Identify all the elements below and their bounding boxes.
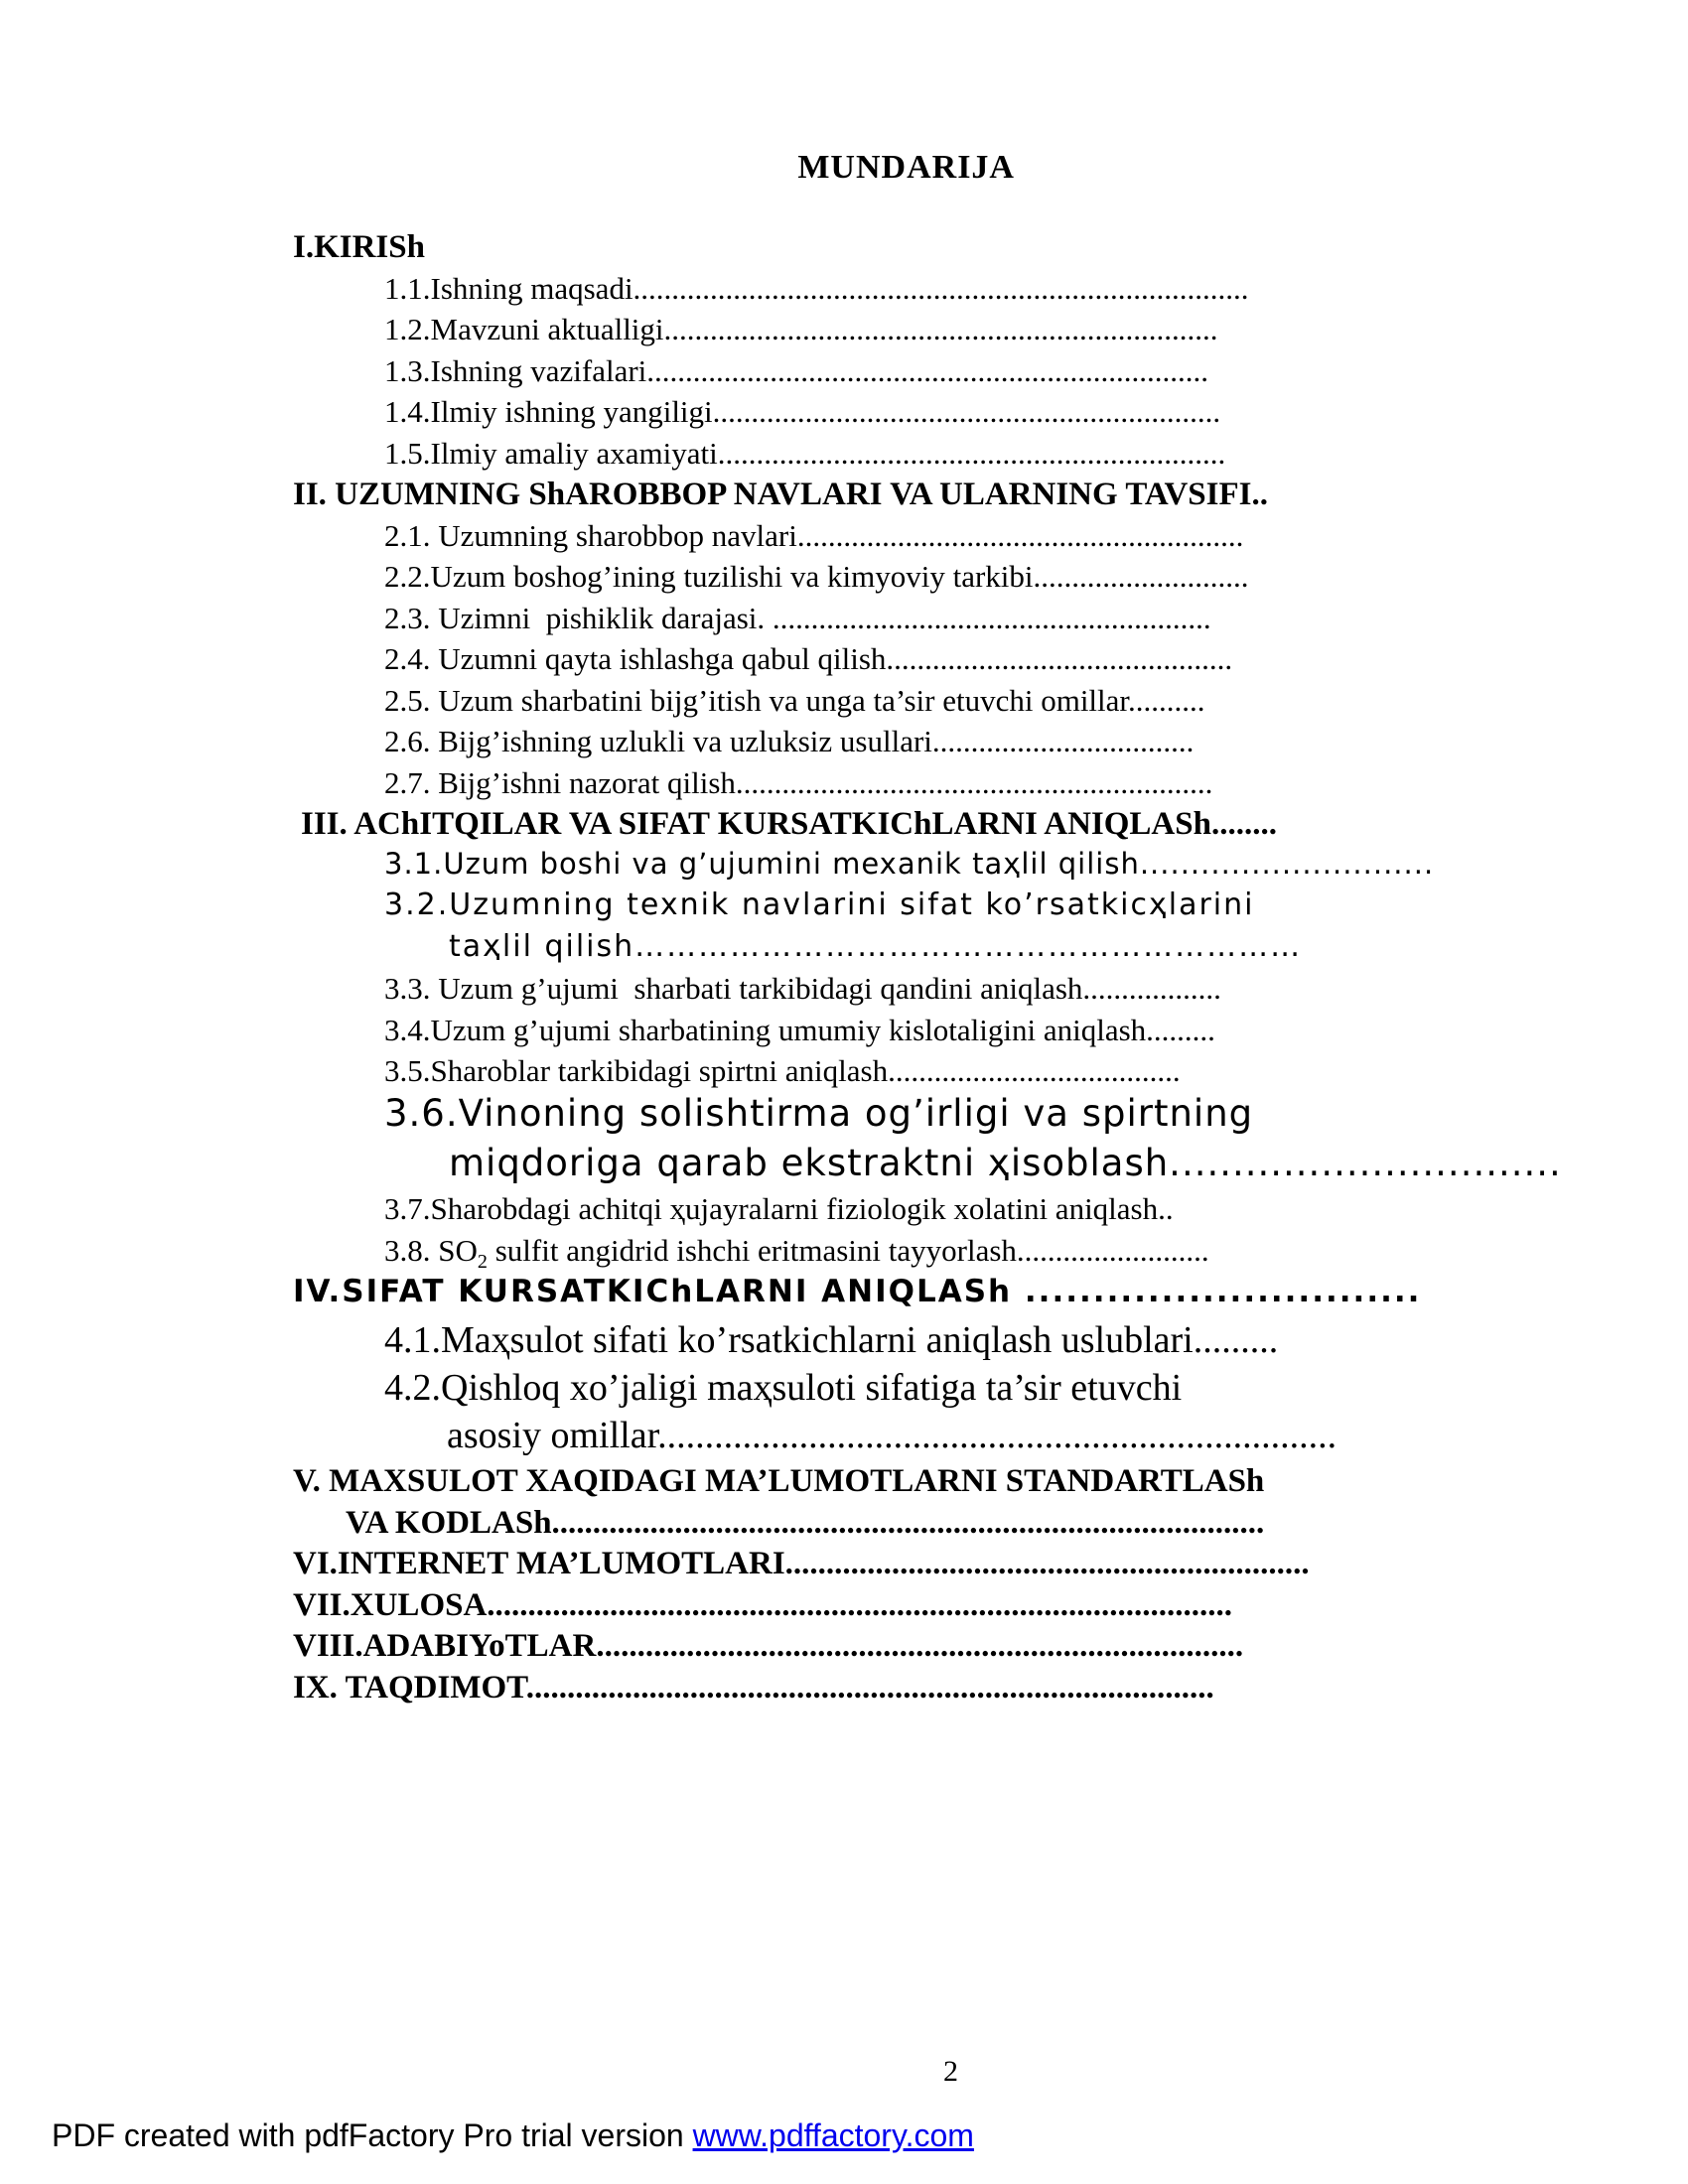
toc-item-4-2-cont: asosiy omillar........................................................................ (447, 1415, 1337, 1456)
toc-section-4: IV.SIFAT KURSATKIChLARNI ANIQLASh ............................. (293, 1274, 1422, 1309)
toc-section-6: VI.INTERNET MA’LUMOTLARI................................................................ (293, 1546, 1310, 1581)
toc-item-4-2: 4.2.Qishloq xo’jaligi maҳsuloti sifatiga ta’sir etuvchi (384, 1367, 1183, 1409)
toc-section-9: IX. TAQDIMOT.................................................................................... (293, 1670, 1214, 1706)
toc-item-3-4: 3.4.Uzum g’ujumi sharbatining umumiy kislotaligini aniqlash......... (384, 1013, 1215, 1047)
toc-item-3-8-suffix: sulfit angidrid ishchi eritmasini tayyorlash......................... (487, 1233, 1209, 1268)
toc-item-3-7: 3.7.Sharobdagi achitqi ҳujayralarni fiziologik xolatini aniqlash.. (384, 1191, 1174, 1226)
toc-item-3-8-prefix: 3.8. SO (384, 1233, 478, 1268)
toc-section-2: II. UZUMNING ShAROBBOP NAVLARI VA ULARNING TAVSIFI.. (293, 477, 1268, 512)
footer-text: PDF created with pdfFactory Pro trial version (52, 2117, 693, 2153)
toc-item-2-4: 2.4. Uzumni qayta ishlashga qabul qilish............................................. (384, 641, 1233, 676)
toc-item-2-1: 2.1. Uzumning sharobbop navlari.......................................................... (384, 518, 1244, 553)
toc-item-1-1: 1.1.Ishning maqsadi................................................................................ (384, 271, 1249, 306)
toc-section-5-cont: VA KODLASh....................................................................................... (346, 1505, 1265, 1541)
toc-item-2-3: 2.3. Uzimni pishiklik darajasi. ......................................................... (384, 601, 1211, 635)
toc-item-2-7: 2.7. Bijg’ishni nazorat qilish.............................................................. (384, 765, 1213, 800)
footer-link[interactable]: www.pdffactory.com (692, 2117, 974, 2153)
toc-item-3-6: 3.6.Vinoning solishtirma og’irligi va spirtning (384, 1092, 1254, 1135)
toc-item-3-6-cont: miqdoriga qarab ekstraktni ҳisoblash............................... (449, 1142, 1562, 1184)
toc-item-1-2: 1.2.Mavzuni aktualligi........................................................................ (384, 312, 1218, 346)
toc-section-7: VII.XULOSA........................................................................................... (293, 1587, 1233, 1623)
toc-section-1: I.KIRISh (293, 229, 425, 265)
toc-section-3: III. AChITQILAR VA SIFAT KURSATKIChLARNI ANIQLASh........ (301, 806, 1277, 842)
toc-item-2-6: 2.6. Bijg’ishning uzlukli va uzluksiz usullari.................................. (384, 724, 1195, 758)
toc-section-5: V. MAXSULOT XAQIDAGI MA’LUMOTLARNI STANDARTLASh (293, 1463, 1265, 1499)
toc-item-1-5: 1.5.Ilmiy amaliy axamiyati.................................................................. (384, 436, 1226, 471)
toc-item-2-5: 2.5. Uzum sharbatini bijg’itish va unga ta’sir etuvchi omillar.......... (384, 683, 1205, 718)
toc-item-1-4: 1.4.Ilmiy ishning yangiligi.................................................................. (384, 394, 1221, 429)
toc-section-8: VIII.ADABIYoTLAR............................................................................... (293, 1628, 1244, 1664)
toc-item-3-5: 3.5.Sharoblar tarkibidagi spirtni aniqlash...................................... (384, 1053, 1181, 1088)
page-title: MUNDARIJA (797, 149, 1015, 186)
pdf-footer (52, 2117, 974, 2154)
toc-item-3-2: 3.2.Uzumning texnik navlarini sifat ko’rsatkicҳlarini (384, 887, 1255, 922)
toc-item-3-1: 3.1.Uzum boshi va g’ujumini mexanik taҳlil qilish............................. (384, 847, 1435, 881)
toc-item-2-2: 2.2.Uzum boshog’ining tuzilishi va kimyoviy tarkibi............................ (384, 559, 1249, 594)
toc-item-3-2-cont: taҳlil qilish……………………………………………………… (449, 929, 1303, 964)
page-number: 2 (943, 2055, 958, 2088)
toc-item-3-8 (384, 1235, 1209, 1272)
toc-item-4-1: 4.1.Maҳsulot sifati ko’rsatkichlarni aniqlash uslublari......... (384, 1319, 1279, 1361)
toc-item-1-3: 1.3.Ishning vazifalari......................................................................... (384, 353, 1209, 388)
toc-item-3-3: 3.3. Uzum g’ujumi sharbati tarkibidagi qandini aniqlash.................. (384, 971, 1221, 1006)
subscript-two: 2 (477, 1251, 488, 1274)
